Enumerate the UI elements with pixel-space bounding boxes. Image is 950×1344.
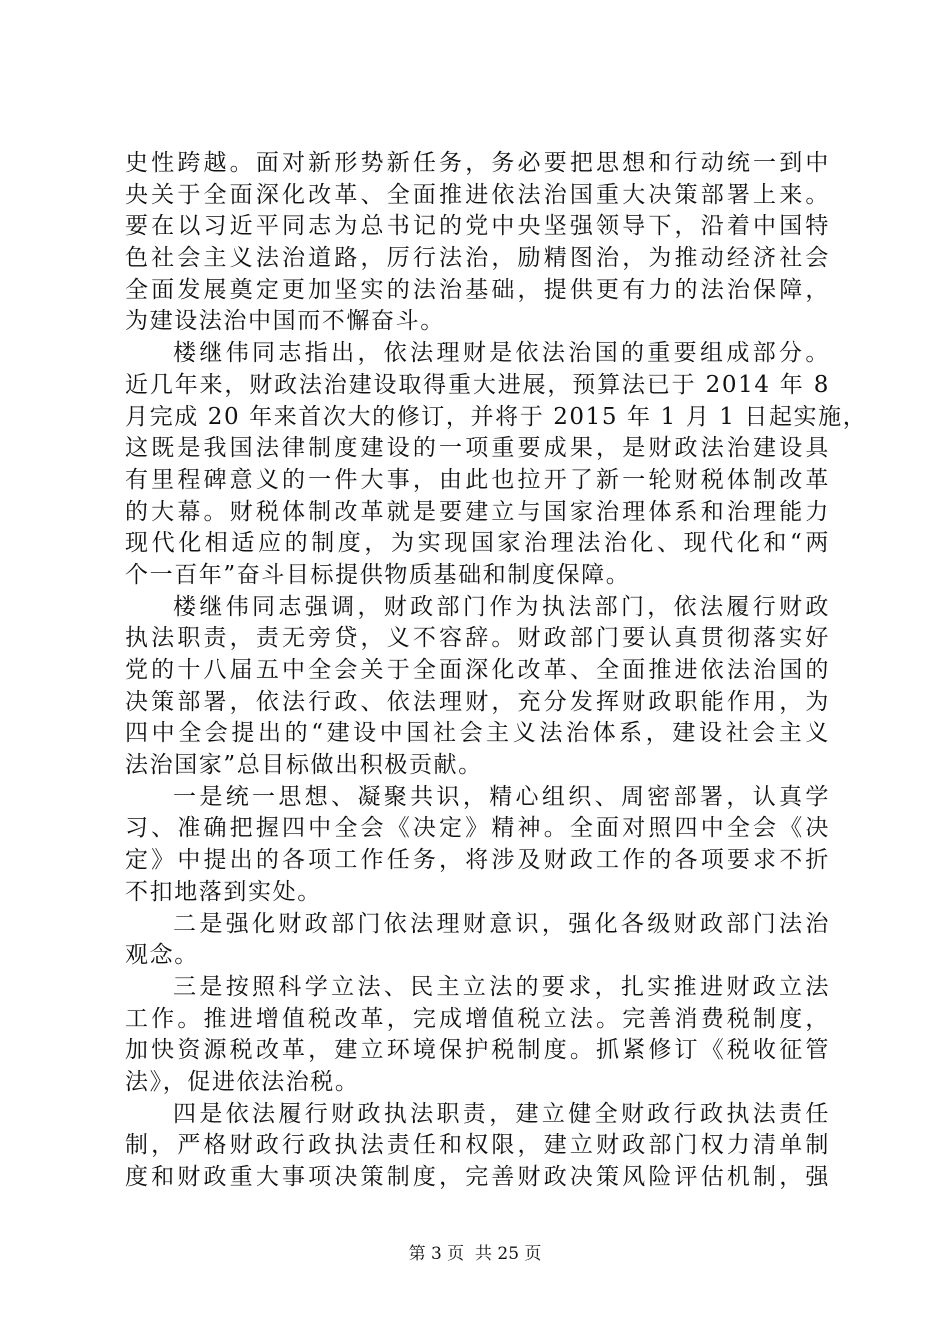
text-line: 为建设法治中国而不懈奋斗。	[125, 308, 445, 335]
text-line: 法》，促进依法治税。	[125, 1068, 360, 1095]
text-line: 工作。推进增值税改革，完成增值税立法。完善消费税制度，	[125, 1005, 830, 1032]
text-line: 个一百年”奋斗目标提供物质基础和制度保障。	[125, 561, 631, 588]
text-line: 近几年来，财政法治建设取得重大进展，预算法已于 2014 年 8	[125, 371, 830, 398]
text-line: 月完成 20 年来首次大的修订，并将于 2015 年 1 月 1 日起实施，	[125, 403, 868, 430]
paragraph-start-line: 三是按照科学立法、民主立法的要求，扎实推进财政立法	[173, 973, 830, 1000]
text-line: 这既是我国法律制度建设的一项重要成果，是财政法治建设具	[125, 435, 830, 462]
text-line: 决策部署，依法行政、依法理财，充分发挥财政职能作用，为	[125, 688, 830, 715]
text-line: 央关于全面深化改革、全面推进依法治国重大决策部署上来。	[125, 181, 830, 208]
paragraph-start-line: 一是统一思想、凝聚共识，精心组织、周密部署，认真学	[173, 783, 830, 810]
text-line: 色社会主义法治道路，厉行法治，励精图治，为推动经济社会	[125, 245, 830, 272]
page-number: 第 3 页 共 25 页	[408, 1244, 542, 1264]
text-line: 有里程碑意义的一件大事，由此也拉开了新一轮财税体制改革	[125, 466, 830, 493]
paragraph-start-line: 楼继伟同志强调，财政部门作为执法部门，依法履行财政	[173, 593, 830, 620]
text-line: 习、准确把握四中全会《决定》精神。全面对照四中全会《决	[125, 815, 830, 842]
text-line: 定》中提出的各项工作任务，将涉及财政工作的各项要求不折	[125, 847, 830, 874]
text-line: 不扣地落到实处。	[125, 878, 322, 905]
text-line: 加快资源税改革，建立环境保护税制度。抓紧修订《税收征管	[125, 1037, 830, 1064]
text-line: 党的十八届五中全会关于全面深化改革、全面推进依法治国的	[125, 657, 830, 683]
text-line: 要在以习近平同志为总书记的党中央坚强领导下，沿着中国特	[125, 213, 830, 240]
text-line: 度和财政重大事项决策制度，完善财政决策风险评估机制，强	[125, 1164, 830, 1190]
text-line: 法治国家”总目标做出积极贡献。	[125, 752, 483, 779]
paragraph-start-line: 四是依法履行财政执法职责，建立健全财政行政执法责任	[173, 1100, 830, 1127]
text-line: 制，严格财政行政执法责任和权限，建立财政部门权力清单制	[125, 1132, 830, 1159]
text-line: 四中全会提出的“建设中国社会主义法治体系，建设社会主义	[125, 720, 830, 747]
text-line: 全面发展奠定更加坚实的法治基础，提供更有力的法治保障，	[125, 276, 830, 303]
text-line: 观念。	[125, 942, 199, 969]
text-line: 现代化相适应的制度，为实现国家治理法治化、现代化和“两	[125, 530, 830, 557]
paragraph-start-line: 楼继伟同志指出，依法理财是依法治国的重要组成部分。	[173, 340, 830, 367]
page-footer	[0, 1243, 950, 1265]
text-line: 史性跨越。面对新形势新任务，务必要把思想和行动统一到中	[125, 150, 830, 176]
text-line: 的大幕。财税体制改革就是要建立与国家治理体系和治理能力	[125, 498, 830, 525]
document-body	[125, 148, 868, 1194]
paragraph-start-line: 二是强化财政部门依法理财意识，强化各级财政部门法治	[173, 910, 830, 937]
text-line: 执法职责，责无旁贷，义不容辞。财政部门要认真贯彻落实好	[125, 625, 830, 652]
